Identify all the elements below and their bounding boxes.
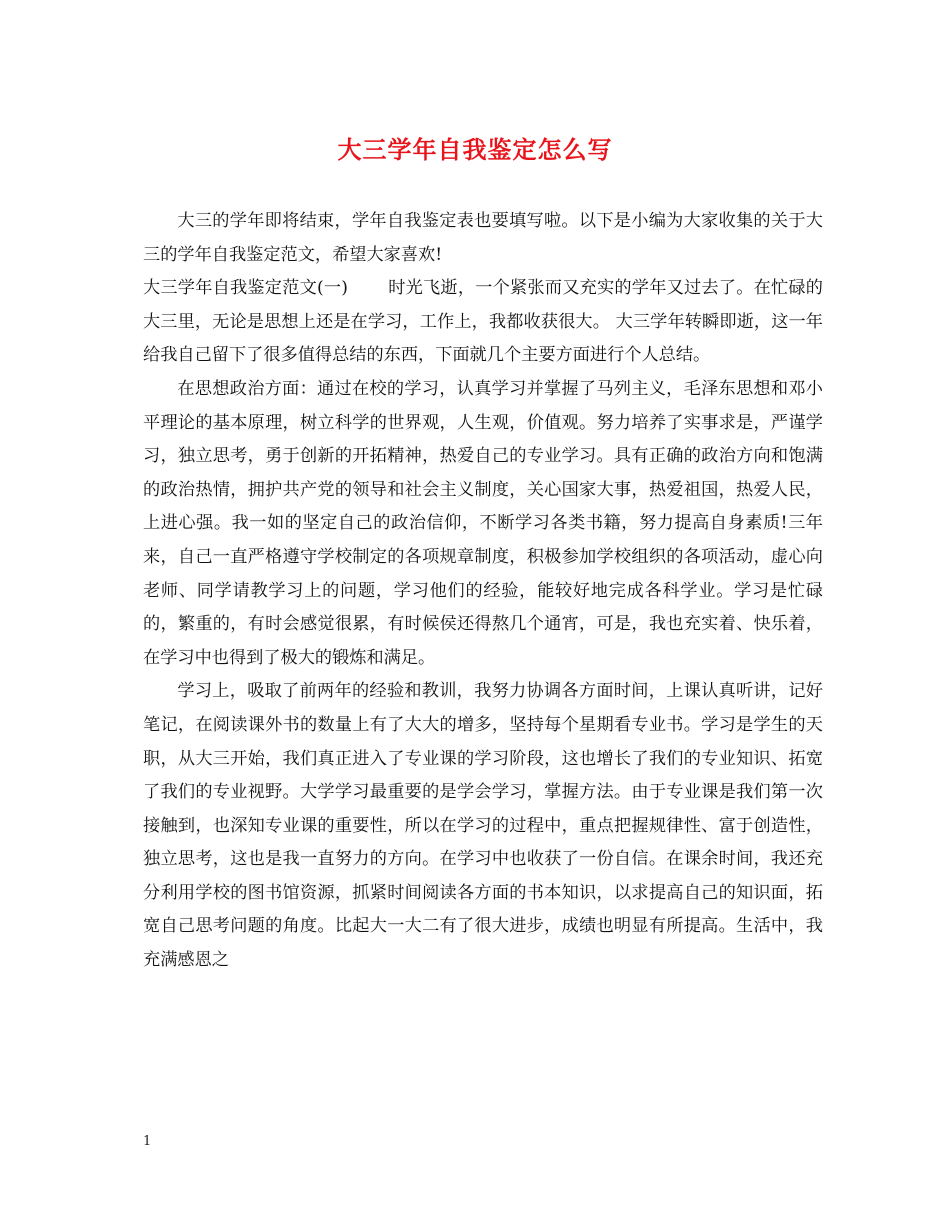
sample-paragraph [143, 272, 823, 373]
page-number: 1 [143, 1134, 152, 1149]
sample-opening: 时光飞逝，一个紧张而又充实的学年又过去了。在忙碌的大三里，无论是思想上还是在学习，工作上，我都收获很大。 大三学年转瞬即逝，这一年给我自己留下了很多值得总结的东西，下面就几个主要方面进行个人总结。 [143, 278, 823, 366]
sample-heading: 大三学年自我鉴定范文(一) [143, 278, 349, 299]
intro-paragraph: 大三的学年即将结束，学年自我鉴定表也要填写啦。以下是小编为大家收集的关于大三的学年自我鉴定范文，希望大家喜欢! [143, 211, 823, 265]
study-paragraph: 学习上，吸取了前两年的经验和教训，我努力协调各方面时间，上课认真听讲，记好笔记，在阅读课外书的数量上有了大大的增多，坚持每个星期看专业书。学习是学生的天职，从大三开始，我们真正进入了专业课的学习阶段，这也增长了我们的专业知识、拓宽了我们的专业视野。大学学习最重要的是学会学习，掌握方法。由于专业课是我们第一次接触到，也深知专业课的重要性，所以在学习的过程中，重点把握规律性、富于创造性，独立思考，这也是我一直努力的方向。在学习中也收获了一份自信。在课余时间，我还充分利用学校的图书馆资源，抓紧时间阅读各方面的书本知识，以求提高自己的知识面，拓宽自己思考问题的角度。比起大一大二有了很大进步，成绩也明显有所提高。生活中，我充满感恩之 [143, 681, 823, 971]
document-title: 大三学年自我鉴定怎么写 [337, 135, 613, 164]
politics-paragraph: 在思想政治方面：通过在校的学习，认真学习并掌握了马列主义，毛泽东思想和邓小平理论的基本原理，树立科学的世界观，人生观，价值观。努力培养了实事求是，严谨学习，独立思考，勇于创新的开拓精神，热爱自己的专业学习。具有正确的政治方向和饱满的政治热情，拥护共产党的领导和社会主义制度，关心国家大事，热爱祖国，热爱人民，上进心强。我一如的坚定自己的政治信仰，不断学习各类书籍，努力提高自身素质!三年来，自己一直严格遵守学校制定的各项规章制度，积极参加学校组织的各项活动，虚心向老师、同学请教学习上的问题，学习他们的经验，能较好地完成各科学业。学习是忙碌的，繁重的，有时会感觉很累，有时候侯还得熬几个通宵，可是，我也充实着、快乐着，在学习中也得到了极大的锻炼和满足。 [143, 378, 823, 668]
document-body [143, 205, 823, 978]
